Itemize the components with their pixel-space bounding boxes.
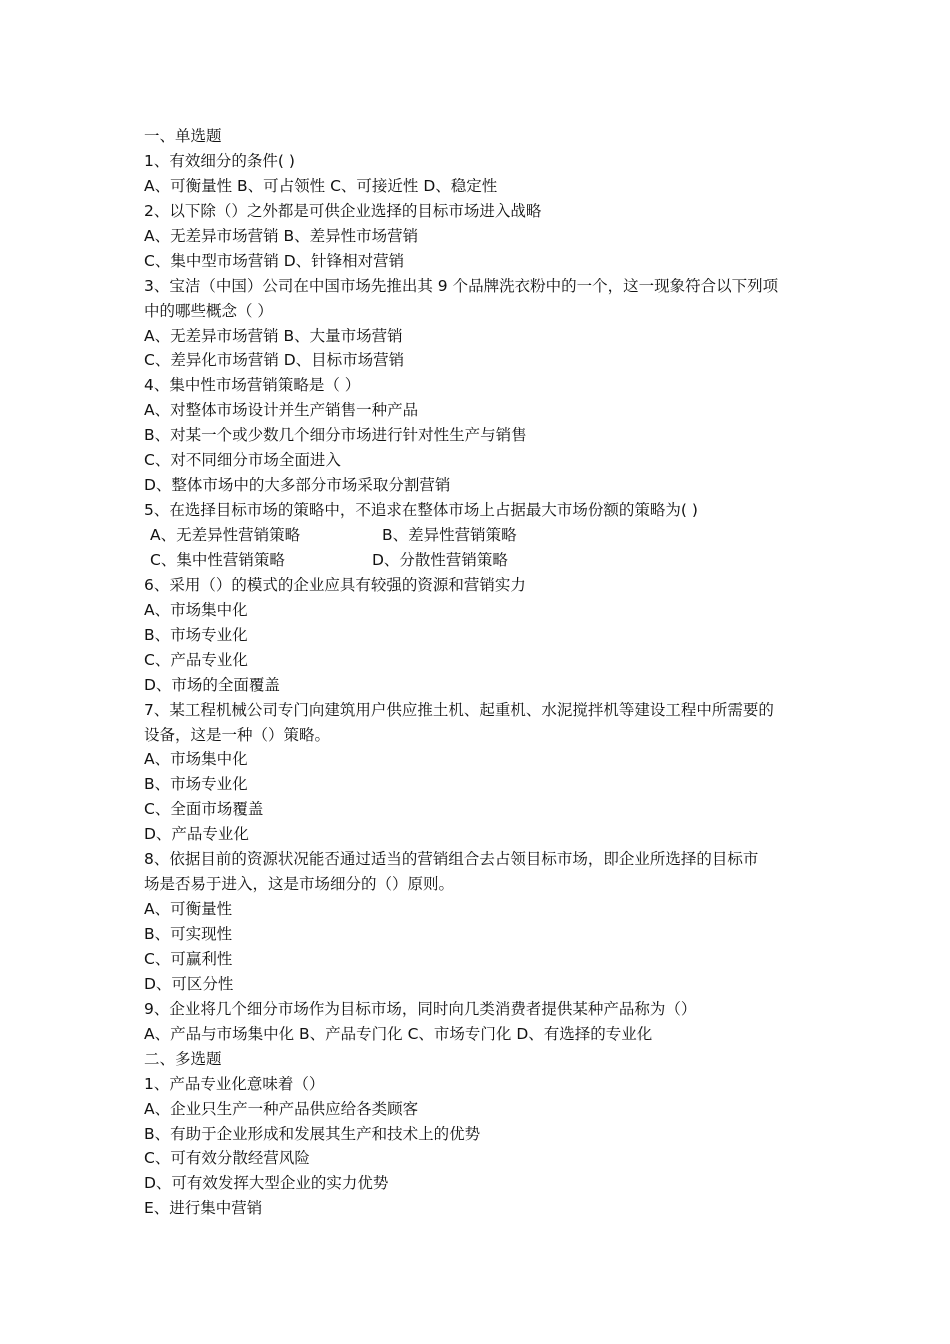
question-4-option-b: B、对某一个或少数几个细分市场进行针对性生产与销售	[144, 426, 527, 445]
question-2-options-line-1: A、无差异市场营销 B、差异性市场营销	[144, 226, 419, 245]
question-4-text: 4、集中性市场营销策略是（ ）	[144, 376, 361, 395]
question-7-text-line-1: 7、某工程机械公司专门向建筑用户供应推土机、起重机、水泥搅拌机等建设工程中所需要的	[144, 700, 774, 719]
question-9-options: A、产品与市场集中化 B、产品专门化 C、市场专门化 D、有选择的专业化	[144, 1024, 653, 1043]
question-5-option-c: C、集中性营销策略	[150, 550, 285, 569]
multi-question-1-option-b: B、有助于企业形成和发展其生产和技术上的优势	[144, 1124, 481, 1143]
question-8-option-c: C、可赢利性	[144, 949, 233, 968]
question-6-text: 6、采用（）的模式的企业应具有较强的资源和营销实力	[144, 575, 526, 594]
question-8-text-line-2: 场是否易于进入，这是市场细分的（）原则。	[144, 875, 455, 894]
question-7-option-d: D、产品专业化	[144, 825, 249, 844]
question-6-option-c: C、产品专业化	[144, 650, 248, 669]
question-2-options-line-2: C、集中型市场营销 D、针锋相对营销	[144, 251, 405, 270]
question-7-option-a: A、市场集中化	[144, 750, 248, 769]
question-5-option-b: B、差异性营销策略	[382, 526, 517, 544]
document-body	[144, 124, 814, 1221]
multi-question-1-option-d: D、可有效发挥大型企业的实力优势	[144, 1174, 389, 1193]
question-4-option-d: D、整体市场中的大多部分市场采取分割营销	[144, 476, 451, 495]
question-8-option-d: D、可区分性	[144, 974, 234, 993]
question-4-option-a: A、对整体市场设计并生产销售一种产品	[144, 401, 419, 420]
question-7-text-line-2: 设备，这是一种（）策略。	[144, 725, 331, 744]
question-7-option-b: B、市场专业化	[144, 775, 248, 794]
question-5-options-row-2	[144, 548, 814, 573]
question-7-option-c: C、全面市场覆盖	[144, 800, 264, 819]
question-3-options-line-1: A、无差异市场营销 B、大量市场营销	[144, 326, 403, 345]
multi-question-1-option-e: E、进行集中营销	[144, 1199, 263, 1218]
multi-question-1-option-a: A、企业只生产一种产品供应给各类顾客	[144, 1099, 419, 1118]
section-title-single-choice: 一、单选题	[144, 127, 222, 145]
multi-question-1-text: 1、产品专业化意味着（）	[144, 1074, 325, 1093]
multi-question-1-option-c: C、可有效分散经营风险	[144, 1149, 310, 1168]
question-8-option-a: A、可衡量性	[144, 900, 233, 919]
question-6-option-b: B、市场专业化	[144, 625, 248, 644]
question-1-options: A、可衡量性 B、可占领性 C、可接近性 D、稳定性	[144, 176, 498, 195]
question-5-option-d: D、分散性营销策略	[372, 550, 508, 569]
question-3-options-line-2: C、差异化市场营销 D、目标市场营销	[144, 351, 405, 370]
question-8-option-b: B、可实现性	[144, 925, 233, 943]
question-6-option-a: A、市场集中化	[144, 600, 248, 619]
question-5-options-row-1	[144, 523, 814, 548]
question-5-option-a: A、无差异性营销策略	[150, 526, 301, 544]
question-2-text: 2、以下除（）之外都是可供企业选择的目标市场进入战略	[144, 201, 542, 220]
section-title-multiple-choice: 二、多选题	[144, 1049, 222, 1068]
question-3-text-line-1: 3、宝洁（中国）公司在中国市场先推出其 9 个品牌洗衣粉中的一个，这一现象符合以下列项	[144, 276, 779, 295]
question-4-option-c: C、对不同细分市场全面进入	[144, 451, 341, 470]
question-8-text-line-1: 8、依据目前的资源状况能否通过适当的营销组合去占领目标市场，即企业所选择的目标市	[144, 850, 759, 869]
question-6-option-d: D、市场的全面覆盖	[144, 675, 280, 694]
question-1-text: 1、有效细分的条件( )	[144, 151, 295, 170]
question-9-text: 9、企业将几个细分市场作为目标市场，同时向几类消费者提供某种产品称为（）	[144, 999, 697, 1018]
question-5-text: 5、在选择目标市场的策略中，不追求在整体市场上占据最大市场份额的策略为( )	[144, 501, 698, 520]
question-3-text-line-2: 中的哪些概念（ ）	[144, 301, 273, 320]
